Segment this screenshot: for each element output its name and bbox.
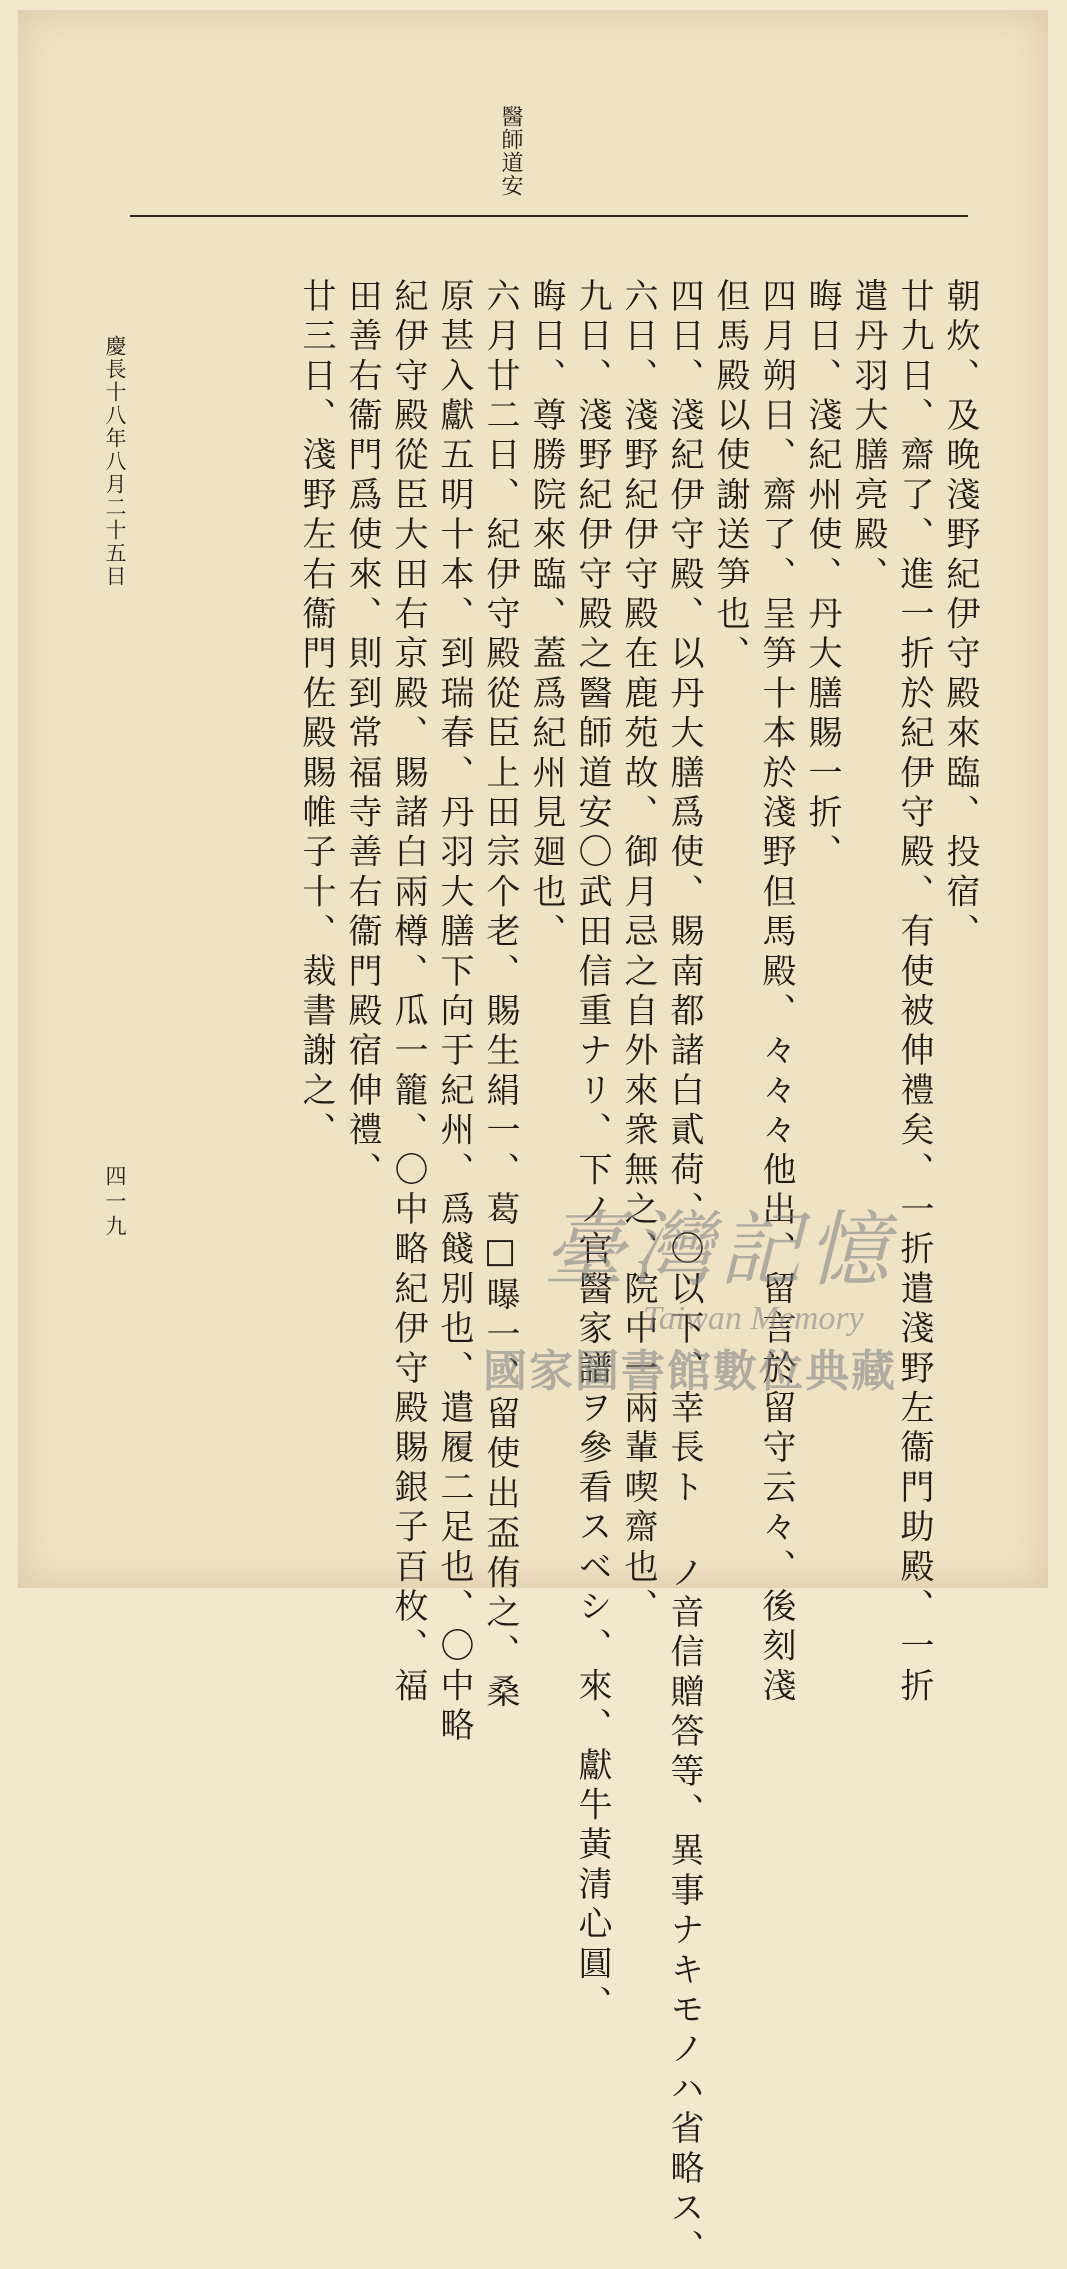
- text-column: 但馬殿以使謝送笋也、: [710, 278, 750, 675]
- document-page: [18, 10, 1048, 2269]
- text-column: 九日、淺野紀伊守殿之醫師道安〇武田信重ナリ、下ノ官醫家譜ヲ參看スベシ、來、獻牛黃清心圓、: [572, 278, 612, 2025]
- text-column: 遣丹羽大膳亮殿、: [848, 278, 888, 596]
- text-column: 六月廿二日、紀伊守殿從臣上田宗个老、賜生絹一、葛□曝一、留使出盃侑之、桑: [480, 278, 520, 1714]
- text-column: 朝炊、及晚淺野紀伊守殿來臨、投宿、: [940, 278, 980, 953]
- watermark-english: Taiwan Memory: [643, 1300, 864, 1337]
- text-column: 晦日、淺紀州使、丹大膳賜一折、: [802, 278, 842, 874]
- text-column: 廿九日、齋了、進一折於紀伊守殿、有使被伸禮矣、一折遣淺野左衞門助殿、一折: [894, 278, 934, 1708]
- text-column: 田善右衞門爲使來、則到常福寺善右衞門殿宿伸禮、: [342, 278, 382, 1192]
- text-column: 四日、淺紀伊守殿、以丹大膳爲使、賜南都諸白貳荷、〇以下、幸長ト ノ音信贈答等、異事ナキモノハ省略ス、: [664, 278, 704, 2269]
- text-column: 六日、淺野紀伊守殿在鹿苑故、御月忌之自外來衆無之、院中一兩輩喫齋也、: [618, 278, 658, 1628]
- header-rule: [130, 215, 968, 217]
- text-column: 四月朔日、齋了、呈笋十本於淺野但馬殿、々々々他出、留言於留守云々、後刻淺: [756, 278, 796, 1708]
- text-column: 廿三日、淺野左右衞門佐殿賜帷子十、裁書謝之、: [296, 278, 336, 1152]
- text-column: 晦日、尊勝院來臨、蓋爲紀州見廻也、: [526, 278, 566, 953]
- text-column: 紀伊守殿從臣大田右京殿、賜諸白兩樽、瓜一籠、〇中略紀伊守殿賜銀子百枚、福: [388, 278, 428, 1708]
- text-column: 原甚入獻五明十本、到瑞春、丹羽大膳下向于紀州、爲餞別也、遣履二足也、〇中略: [434, 278, 474, 1747]
- page-number: 四一九: [103, 1165, 127, 1240]
- watermark-org: 國家圖書館數位典藏: [483, 1346, 897, 1397]
- running-header: 醫師道安: [498, 105, 523, 197]
- watermark-logo: 臺灣記憶: [543, 1203, 895, 1298]
- watermark: [483, 1185, 1043, 1397]
- margin-date: 慶長十八年八月二十五日: [103, 335, 127, 588]
